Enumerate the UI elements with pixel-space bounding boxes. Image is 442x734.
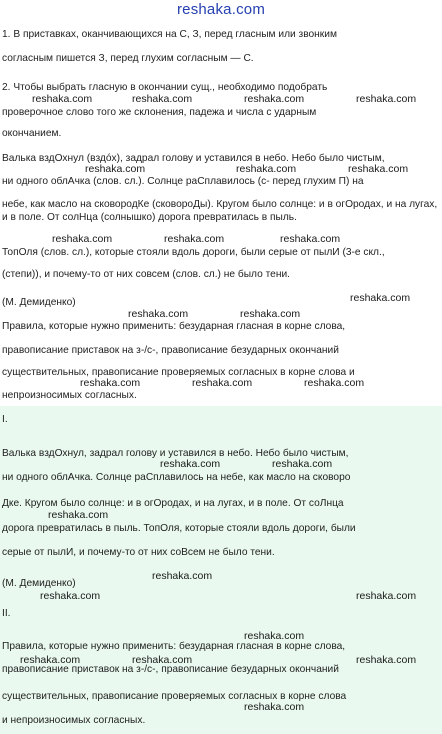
watermark: reshaka.com [164, 233, 225, 245]
watermark: reshaka.com [240, 308, 301, 320]
rule-2-line-3: окончанием. [2, 128, 62, 139]
answer-rules-line-2: правописание приставок на з-/с-, правописание безударных окончаний [2, 664, 339, 675]
watermark: reshaka.com [244, 93, 305, 105]
rule-2-line-1: 2. Чтобы выбрать гласную в окончании сущ., необходимо подобрать [2, 82, 328, 93]
watermark: reshaka.com [132, 654, 193, 666]
watermark: reshaka.com [160, 458, 221, 470]
rules-line-4: непроизносимых согласных. [2, 390, 137, 401]
watermark: reshaka.com [132, 93, 193, 105]
watermark: reshaka.com [80, 377, 141, 389]
watermark: reshaka.com [272, 458, 333, 470]
watermark: reshaka.com [152, 570, 213, 582]
text-line-6: (степи)), и почему-то от них совсем (слов. сл.) не было тени. [2, 269, 290, 280]
author-answer: (М. Демиденко) [2, 578, 76, 589]
watermark: reshaka.com [192, 377, 253, 389]
answer-line-3: Дке. Кругом было солнце: и в огОродах, и на лугах, и в поле. От соЛнца [2, 498, 344, 509]
watermark: reshaka.com [348, 163, 409, 175]
answer-line-1: Валька вздОхнул, задрал голову и уставился в небо. Небо было чистым, [2, 448, 349, 459]
answer-line-4: дорога превратилась в пыль. ТопОля, которые стояли вдоль дороги, были [2, 523, 356, 534]
watermark: reshaka.com [236, 163, 297, 175]
site-header[interactable]: reshaka.com [176, 1, 266, 18]
rule-1-line-1: 1. В приставках, оканчивающихся на С, З, перед гласным или звонким [2, 29, 337, 40]
answer-rules-line-4: и непроизносимых согласных. [2, 715, 146, 726]
watermark: reshaka.com [356, 93, 417, 105]
watermark: reshaka.com [356, 590, 417, 602]
answer-line-2: ни одного облАчка. Солнце раСплавилось на небе, как масло на сковоро [2, 472, 351, 483]
answer-line-5: серые от пылИ, и почему-то от них соВсем не было тени. [2, 547, 275, 558]
text-line-2: ни одного облАчка (слов. сл.). Солнце раСплавилось (с- перед глухим П) на [2, 176, 364, 187]
watermark: reshaka.com [244, 630, 305, 642]
text-line-5: ТопОля (слов. сл.), которые стояли вдоль дороги, были серые от пылИ (3-е скл., [2, 247, 385, 258]
rules-line-1: Правила, которые нужно применить: безударная гласная в корне слова, [2, 321, 346, 332]
watermark: reshaka.com [52, 233, 113, 245]
rule-1-line-2: согласным пишется З, перед глухим согласным — С. [2, 53, 254, 64]
watermark: reshaka.com [244, 701, 305, 713]
watermark: reshaka.com [20, 654, 81, 666]
rules-line-2: правописание приставок на з-/с-, правописание безударных окончаний [2, 345, 339, 356]
answer-rules-line-3: существительных, правописание проверяемых согласных в корне слова [2, 691, 347, 702]
rules-line-3: существительных, правописание проверяемых согласных в корне слова и [2, 367, 355, 378]
watermark: reshaka.com [280, 233, 341, 245]
watermark: reshaka.com [128, 308, 189, 320]
watermark: reshaka.com [48, 509, 109, 521]
rule-2-line-2: проверочное слово того же склонения, падежа и числа с ударным [2, 107, 317, 118]
watermark: reshaka.com [40, 590, 101, 602]
watermark: reshaka.com [356, 654, 417, 666]
answer-rules-line-1: Правила, которые нужно применить: безударная гласная в корне слова, [2, 641, 346, 652]
watermark: reshaka.com [32, 93, 93, 105]
text-line-3: небе, как масло на сковородКе (сковороДы). Кругом было солнце: и в огОродах, и на лугах, и в поле. От солНца (солнышко) дорога превратилась в пыль. [2, 199, 438, 223]
watermark: reshaka.com [304, 377, 365, 389]
author: (М. Демиденко) [2, 297, 76, 308]
watermark: reshaka.com [85, 163, 146, 175]
section-i-heading: I. [2, 414, 8, 425]
watermark: reshaka.com [350, 292, 411, 304]
text-line-1: Валька вздОхнул (вздóх), задрал голову и уставился в небо. Небо было чистым, [2, 153, 385, 164]
section-ii-heading: II. [2, 608, 11, 619]
